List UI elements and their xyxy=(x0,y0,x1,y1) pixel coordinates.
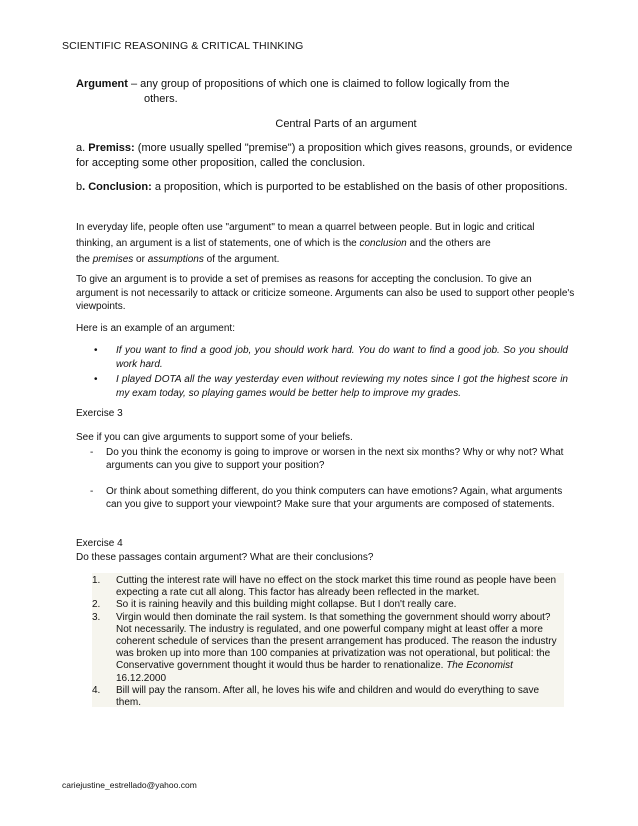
list-item xyxy=(90,373,568,400)
paragraph1-line3-or: or xyxy=(133,254,148,265)
example-text: If you want to find a good job, you should work hard. You do want to find a good job. So you should work hard. xyxy=(116,345,568,370)
exercise3-question: Or think about something different, do you think computers can have emotions? Again, what arguments can you give to support your viewpoint? Make sure that your arguments are composed of statements. xyxy=(106,485,563,510)
item-number: 2. xyxy=(92,599,101,611)
exercise4-intro: Do these passages contain argument? What are their conclusions? xyxy=(76,551,374,563)
item-number: 3. xyxy=(92,611,101,623)
paragraph1-line1: In everyday life, people often use "argument" to mean a quarrel between people. But in logic and critical xyxy=(76,222,535,233)
argument-definition xyxy=(76,77,556,107)
bullet-icon: • xyxy=(94,374,98,385)
exercise3-title: Exercise 3 xyxy=(76,408,123,419)
premise-definition xyxy=(76,141,576,171)
exercise3-question: Do you think the economy is going to improve or worsen in the next six months? Why or why not? What arguments can you give to support your position? xyxy=(106,446,564,471)
item-number: 4. xyxy=(92,684,101,696)
bullet-icon: • xyxy=(94,345,98,356)
paragraph1-line3-tail: of the argument. xyxy=(203,254,280,265)
definition-continuation: others. xyxy=(144,93,178,105)
passage-date: 16.12.2000 xyxy=(116,672,167,684)
central-parts-heading: Central Parts of an argument xyxy=(275,118,417,130)
list-item xyxy=(92,575,562,599)
dash-marker: - xyxy=(90,446,94,458)
conclusion-definition xyxy=(76,180,576,195)
example-intro: Here is an example of an argument: xyxy=(76,323,235,334)
page-footer-email: cariejustine_estrellado@yahoo.com xyxy=(62,780,197,790)
passage-text: Bill will pay the ransom. After all, he loves his wife and children and would do everything to save them. xyxy=(116,684,540,709)
premise-term: Premiss: xyxy=(88,142,135,154)
exercise3-intro: See if you can give arguments to support some of your beliefs. xyxy=(76,432,353,443)
passages-list xyxy=(92,575,562,709)
passage-text: So it is raining heavily and this building might collapse. But I don't really care. xyxy=(116,599,457,611)
premise-prefix: a. xyxy=(76,142,89,154)
paragraph-argument-meaning xyxy=(76,220,576,268)
paragraph1-line3-text: the xyxy=(76,254,93,265)
exercise3-section xyxy=(76,431,576,512)
dash-marker: - xyxy=(90,485,94,497)
exercise4-title: Exercise 4 xyxy=(76,538,123,549)
exercise4-header xyxy=(76,537,576,564)
paragraph1-line2-text: thinking, an argument is a list of statements, one of which is the xyxy=(76,238,360,249)
definition-term: Argument xyxy=(76,78,128,90)
list-item xyxy=(92,685,562,709)
item-number: 1. xyxy=(92,575,101,586)
conclusion-emphasis: conclusion xyxy=(359,238,407,249)
conclusion-prefix: b xyxy=(76,181,83,193)
premise-text: (more usually spelled "premise") a proposition which gives reasons, grounds, or evidence for accepting some other proposition, called the conclusion. xyxy=(76,142,573,169)
example-list xyxy=(90,344,568,402)
paragraph1-line2-tail: and the others are xyxy=(406,238,491,249)
passage-source: The Economist xyxy=(446,660,513,672)
example-text: I played DOTA all the way yesterday even without reviewing my notes since I got the highest score in my exam today, so playing games would be better help to improve my grades. xyxy=(116,374,568,399)
conclusion-text: a proposition, which is purported to be established on the basis of other propositions. xyxy=(151,181,568,193)
list-item xyxy=(92,612,562,685)
passage-text: Cutting the interest rate will have no effect on the stock market this time round as people have been expecting a rate cut all along. This factor has already been reflected in the market. xyxy=(116,575,557,599)
list-item xyxy=(90,344,568,371)
paragraph-give-argument: To give an argument is to provide a set of premises as reasons for accepting the conclusion. To give an argument is not necessarily to attack or criticize someone. Arguments can also be used to support other people's viewpoints. xyxy=(76,274,575,312)
list-item xyxy=(76,446,576,473)
passage-text: Virgin would then dominate the rail system. Is that something the government should worry about? Not necessarily. The industry is regulated, and one powerful company might at least offer a more coherent schedule of services than the present arrangement has produced. The reason the industry was broken up into more than 100 companies at privatization was not operational, but political: the Conservative government thought it would thus be harder to renationalize. xyxy=(116,611,557,672)
assumptions-emphasis: assumptions xyxy=(147,254,204,265)
definition-text: – any group of propositions of which one is claimed to follow logically from the xyxy=(127,78,510,90)
page-header: SCIENTIFIC REASONING & CRITICAL THINKING xyxy=(62,40,304,52)
conclusion-term: . Conclusion: xyxy=(82,181,152,193)
list-item xyxy=(76,485,576,512)
premises-emphasis: premises xyxy=(92,254,134,265)
list-item xyxy=(92,599,562,611)
